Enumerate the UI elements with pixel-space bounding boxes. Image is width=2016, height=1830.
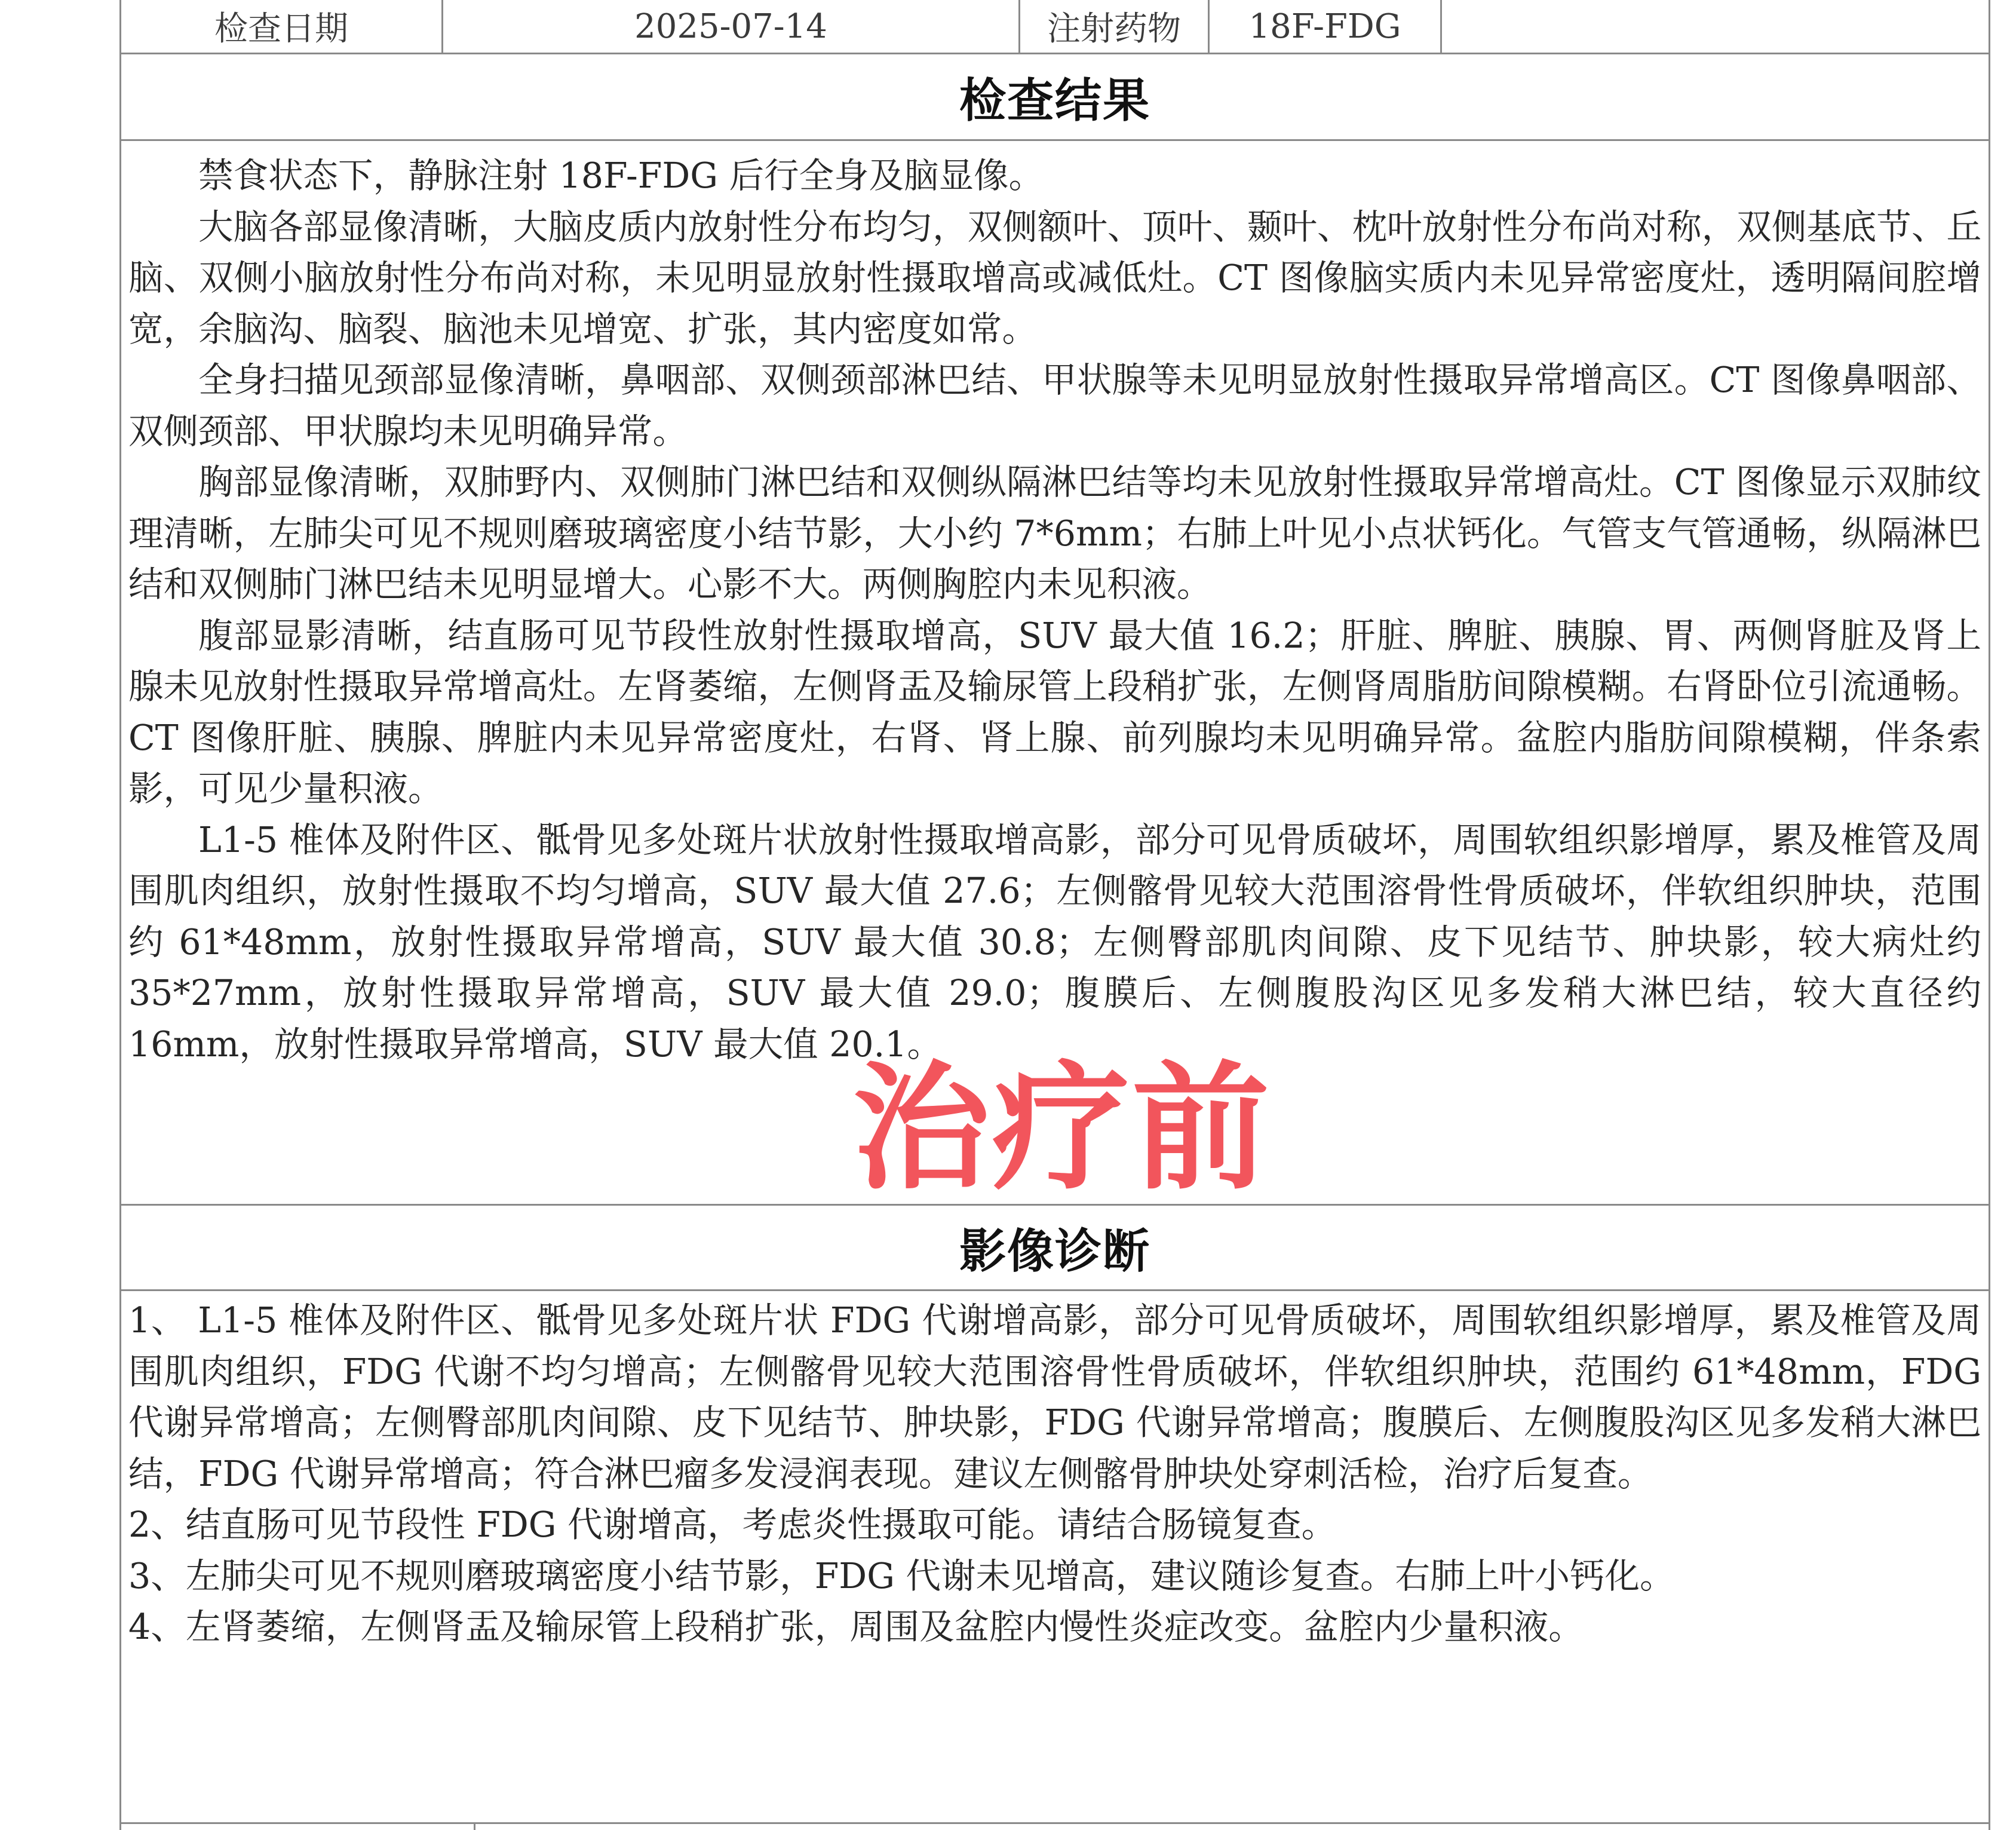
table-divider — [474, 1822, 475, 1830]
findings-paragraph: L1-5 椎体及附件区、骶骨见多处斑片状放射性摄取增高影，部分可见骨质破坏，周围软组织影增厚，累及椎管及周围肌肉组织，放射性摄取不均匀增高，SUV 最大值 27.6；左侧髂骨见较大范围溶骨性骨质破坏，伴软组织肿块，范围约 61*48mm，放射性摄取异常增高，SUV 最大值 30.8；左侧臀部肌肉间隙、皮下见结节、肿块影，较大病灶约 35*27mm，放射性摄取异常增高，SUV 最大值 29.0；腹膜后、左侧腹股沟区见多发稍大淋巴结，较大直径约 16mm，放射性摄取异常增高，SUV 最大值 20.1。 — [128, 819, 1981, 1065]
diagnosis-item: 1、 L1-5 椎体及附件区、骶骨见多处斑片状 FDG 代谢增高影，部分可见骨质破坏，周围软组织影增厚，累及椎管及周围肌肉组织，FDG 代谢不均匀增高；左侧髂骨见较大范围溶骨性骨质破坏，伴软组织肿块，范围约 61*48mm，FDG 代谢异常增高；左侧臀部肌肉间隙、皮下见结节、肿块影，FDG 代谢异常增高；腹膜后、左侧腹股沟区见多发稍大淋巴结，FDG 代谢异常增高；符合淋巴瘤多发浸润表现。建议左侧髂骨肿块处穿刺活检，治疗后复查。 — [128, 1300, 1981, 1494]
table-rule — [121, 139, 1989, 141]
findings-paragraph: 禁食状态下，静脉注射 18F-FDG 后行全身及脑显像。 — [198, 155, 1044, 196]
exam-date-label: 检查日期 — [214, 10, 348, 48]
pre-treatment-stamp: 治疗前 — [852, 1049, 1272, 1209]
exam-date-value: 2025-07-14 — [634, 7, 827, 46]
diagnosis-item: 4、左肾萎缩，左侧肾盂及输尿管上段稍扩张，周围及盆腔内慢性炎症改变。盆腔内少量积液。 — [128, 1607, 1584, 1647]
table-rule — [121, 1289, 1989, 1291]
table-rule — [121, 1822, 1989, 1824]
findings-title: 检查结果 — [959, 74, 1150, 128]
diagnosis-body — [128, 1295, 1981, 1653]
report-header-row — [121, 0, 1989, 53]
findings-paragraph: 腹部显影清晰，结直肠可见节段性放射性摄取增高，SUV 最大值 16.2；肝脏、脾脏、胰腺、胃、两侧肾脏及肾上腺未见放射性摄取异常增高灶。左肾萎缩，左侧肾盂及输尿管上段稍扩张，左侧肾周脂肪间隙模糊。右肾卧位引流通畅。CT 图像肝脏、胰腺、脾脏内未见异常密度灶，右肾、肾上腺、前列腺均未见明确异常。盆腔内脂肪间隙模糊，伴条索影，可见少量积液。 — [128, 615, 1981, 809]
tracer-label: 注射药物 — [1047, 10, 1181, 48]
pet-ct-report — [119, 0, 1990, 1830]
diagnosis-title: 影像诊断 — [959, 1225, 1150, 1279]
findings-paragraph: 大脑各部显像清晰，大脑皮质内放射性分布均匀，双侧额叶、顶叶、颞叶、枕叶放射性分布尚对称，双侧基底节、丘脑、双侧小脑放射性分布尚对称，未见明显放射性摄取增高或减低灶。CT 图像脑实质内未见异常密度灶，透明隔间腔增宽，余脑沟、脑裂、脑池未见增宽、扩张，其内密度如常。 — [128, 206, 1981, 350]
header-divider — [1440, 0, 1442, 53]
findings-paragraph: 胸部显像清晰，双肺野内、双侧肺门淋巴结和双侧纵隔淋巴结等均未见放射性摄取异常增高灶。CT 图像显示双肺纹理清晰，左肺尖可见不规则磨玻璃密度小结节影，大小约 7*6mm；右肺上叶见小点状钙化。气管支气管通畅，纵隔淋巴结和双侧肺门淋巴结未见明显增大。心影不大。两侧胸腔内未见积液。 — [128, 462, 1981, 605]
diagnosis-item: 3、左肺尖可见不规则磨玻璃密度小结节影，FDG 代谢未见增高，建议随诊复查。右肺上叶小钙化。 — [128, 1555, 1675, 1596]
diagnosis-item: 2、结直肠可见节段性 FDG 代谢增高，考虑炎性摄取可能。请结合肠镜复查。 — [128, 1504, 1337, 1545]
findings-body — [128, 151, 1981, 1070]
tracer-value: 18F-FDG — [1248, 7, 1401, 46]
findings-paragraph: 全身扫描见颈部显像清晰，鼻咽部、双侧颈部淋巴结、甲状腺等未见明显放射性摄取异常增高区。CT 图像鼻咽部、双侧颈部、甲状腺均未见明确异常。 — [128, 360, 1981, 452]
